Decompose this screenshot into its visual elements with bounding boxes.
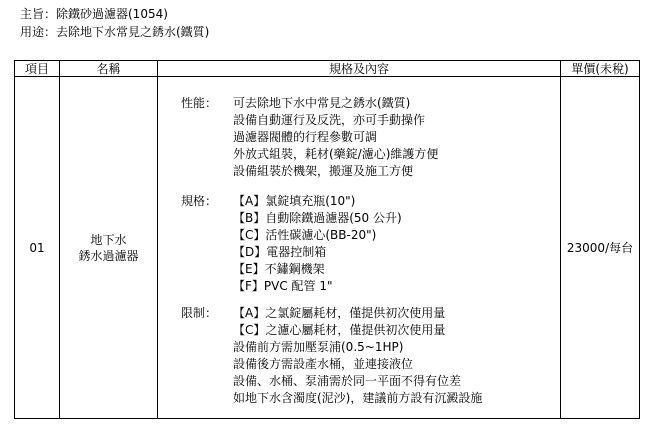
product-name-line1: 地下水 <box>90 232 127 247</box>
limits-line: 【C】之濾心屬耗材，僅提供初次使用量 <box>233 323 446 337</box>
column-header-name: 名稱 <box>60 61 158 77</box>
product-name-line2: 銹水過濾器 <box>78 248 139 263</box>
limits-label: 限制： <box>181 306 218 320</box>
limits-line: 如地下水含濁度(泥沙)，建議前方設有沉澱設施 <box>233 391 483 405</box>
limits-line: 設備、水桶、泵浦需於同一平面不得有位差 <box>233 374 462 388</box>
limits-list <box>233 305 482 407</box>
spec-line: 【A】氯錠填充瓶(10") <box>233 194 356 208</box>
spec-line: 【C】活性碳濾心(BB-20") <box>233 228 377 242</box>
spec-label: 規格： <box>181 194 218 208</box>
performance-label: 性能： <box>181 96 218 110</box>
limits-line: 設備前方需加壓泵浦(0.5~1HP) <box>233 340 404 354</box>
column-header-item: 項目 <box>15 61 60 77</box>
subject-line: 主旨：除鐵砂過濾器(1054) <box>20 7 168 21</box>
item-number: 01 <box>15 77 60 419</box>
spec-line: 【F】PVC 配管 1" <box>233 279 333 293</box>
limits-line: 【A】之氯錠屬耗材，僅提供初次使用量 <box>233 306 446 320</box>
spec-content <box>158 77 561 419</box>
column-header-spec: 規格及內容 <box>158 61 561 77</box>
performance-line: 設備自動運行及反洗，亦可手動操作 <box>233 113 426 127</box>
unit-price: 23000/每台 <box>561 77 640 419</box>
usage-line: 用途：去除地下水常見之銹水(鐵質) <box>20 25 210 39</box>
performance-list <box>233 95 438 180</box>
spec-line: 【B】自動除鐵過濾器(50 公升) <box>233 211 402 225</box>
performance-line: 設備組裝於機架，搬運及施工方便 <box>233 164 414 178</box>
product-name <box>60 77 158 419</box>
spec-list <box>233 193 402 295</box>
table-row <box>15 77 640 419</box>
performance-line: 過濾器閥體的行程參數可調 <box>233 130 378 144</box>
quotation-table <box>14 60 640 419</box>
spec-line: 【D】電器控制箱 <box>233 245 327 259</box>
spec-line: 【E】不鏽鋼機架 <box>233 262 325 276</box>
performance-line: 可去除地下水中常見之銹水(鐵質) <box>233 96 411 110</box>
limits-line: 設備後方需設產水桶，並連接液位 <box>233 357 414 371</box>
table-header-row <box>15 61 640 77</box>
performance-line: 外放式組裝，耗材(藥錠/濾心)維護方便 <box>233 147 439 161</box>
column-header-price: 單價(未稅) <box>561 61 640 77</box>
